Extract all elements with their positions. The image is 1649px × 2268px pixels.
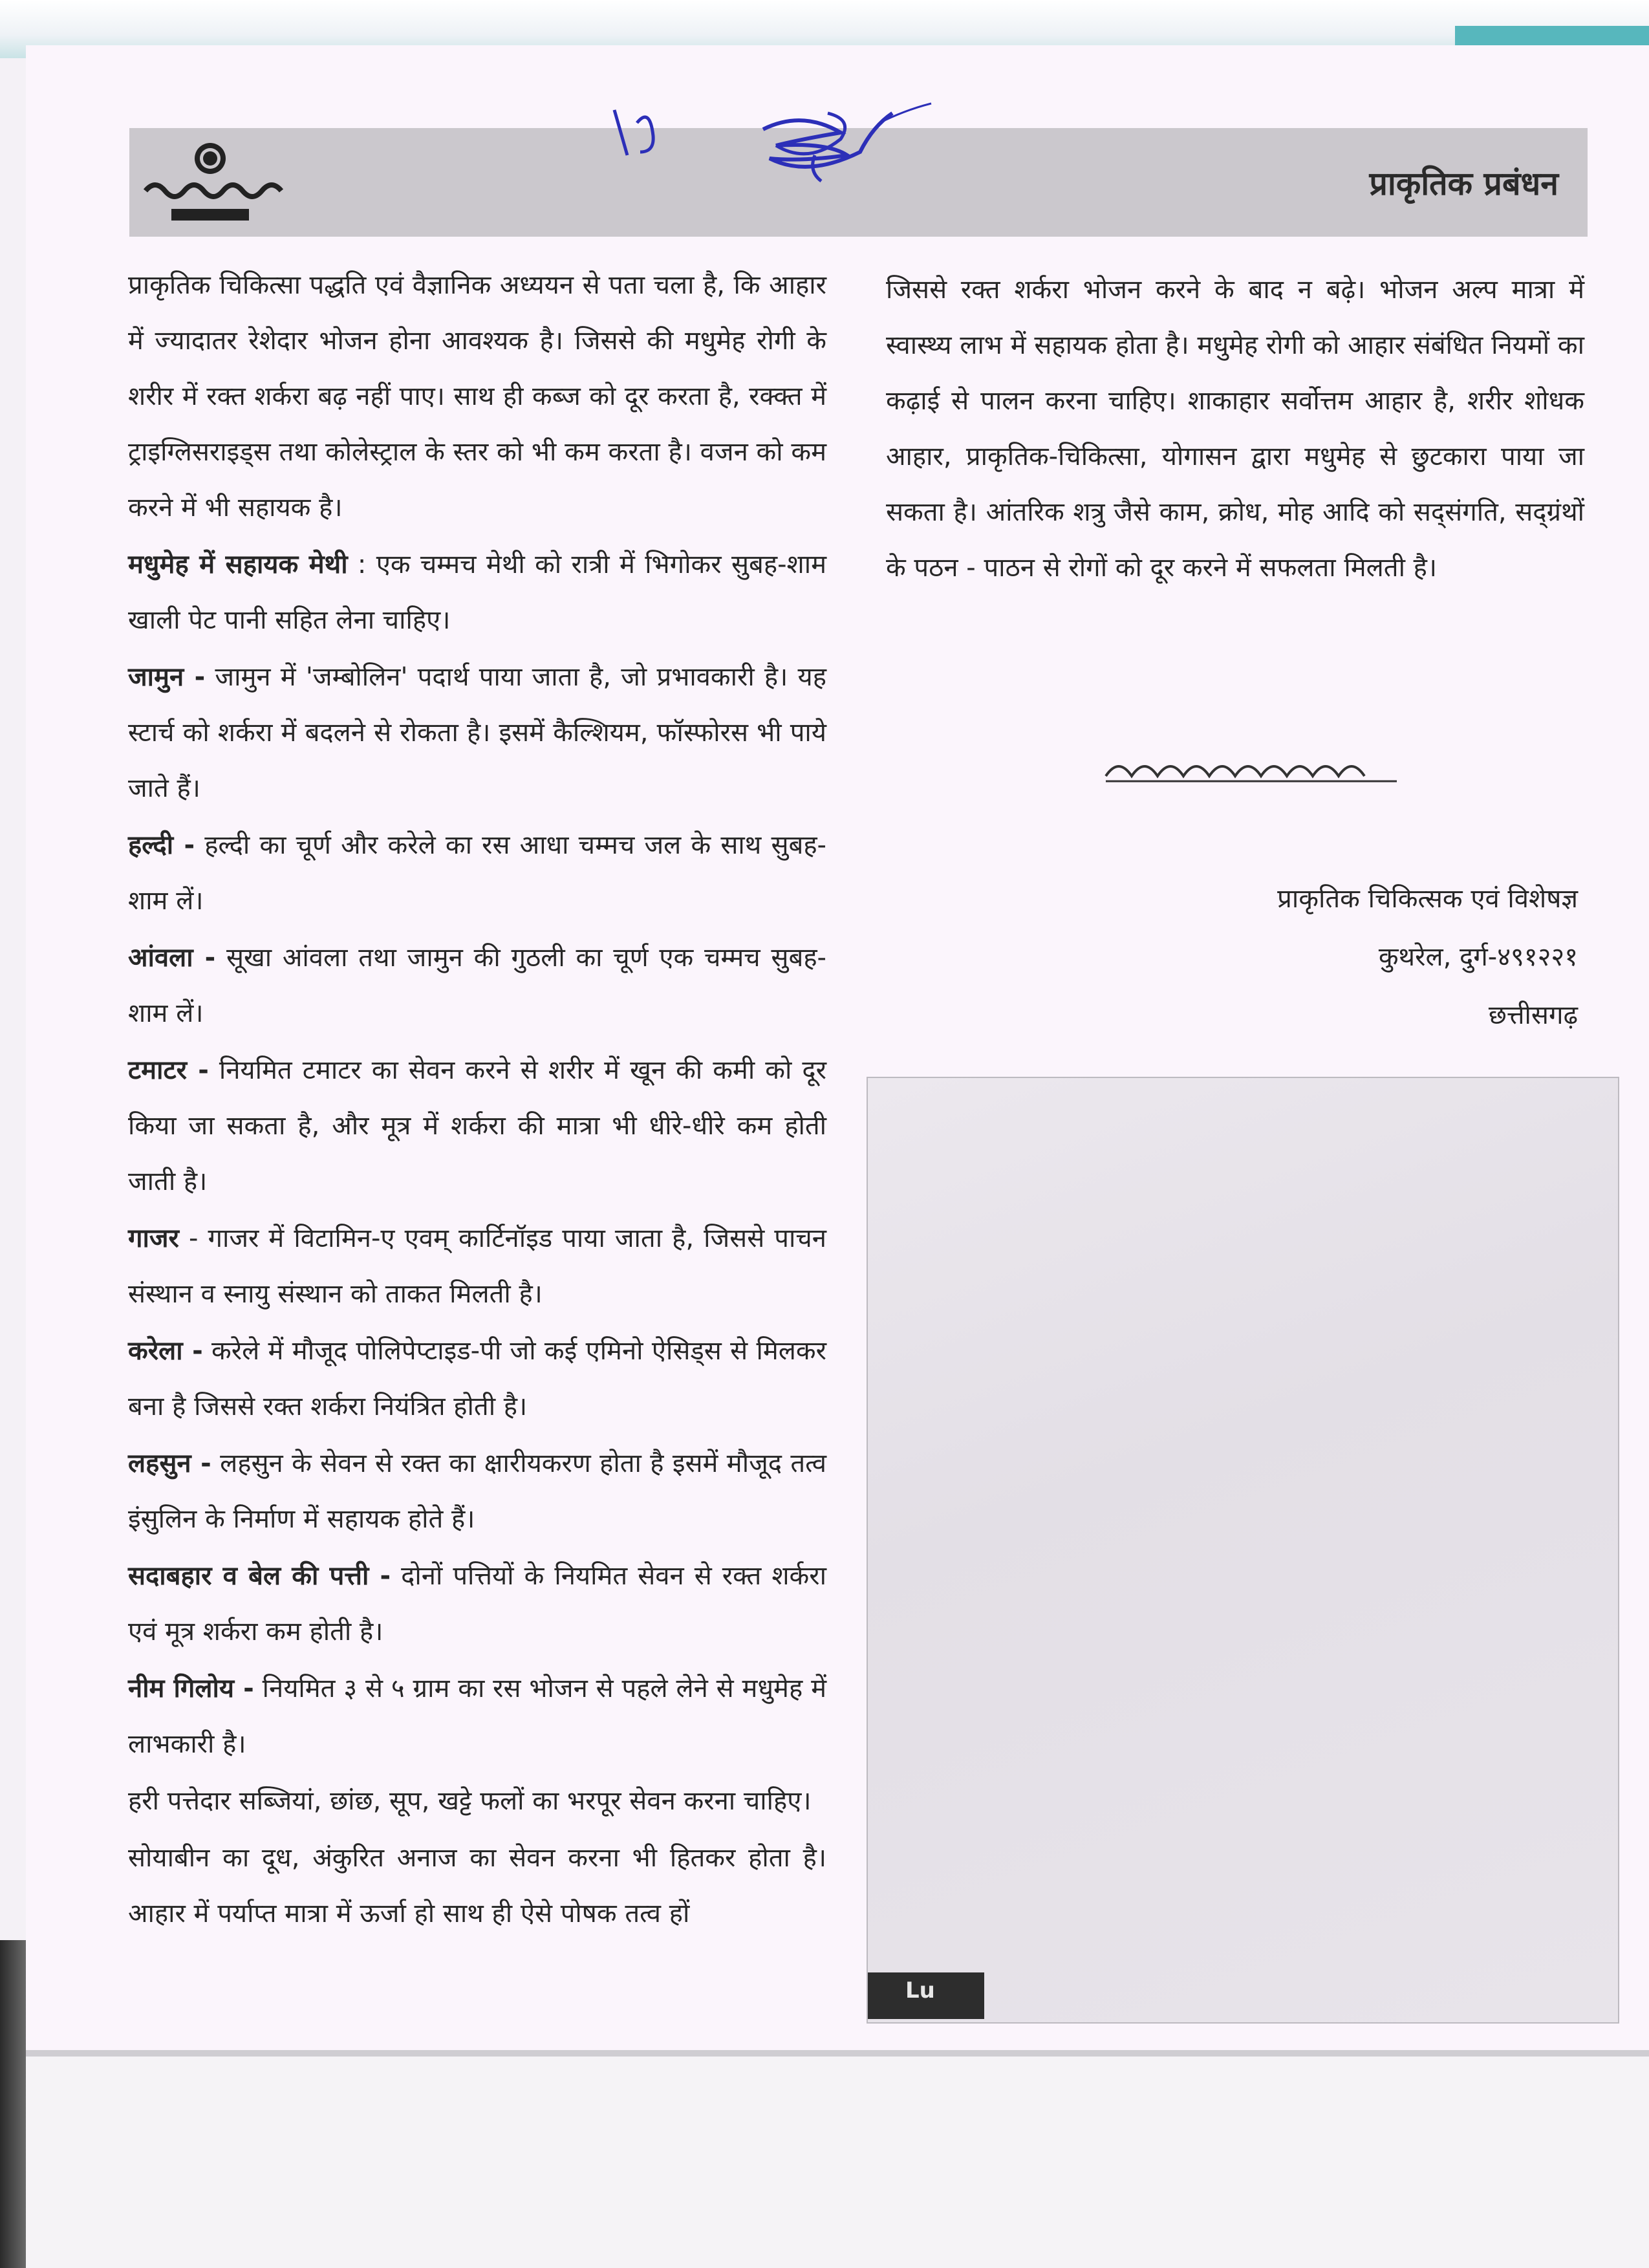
paragraph: मधुमेह में सहायक मेथी : एक चम्मच मेथी को रात्री में भिगोकर सुबह-शाम खाली पेट पानी सहित लेना चाहिए। — [128, 550, 826, 635]
paragraph: सोयाबीन का दूध, अंकुरित अनाज का सेवन करना भी हितकर होता है। आहार में पर्याप्त मात्रा में ऊर्जा हो साथ ही ऐसे पोषक तत्व हों — [128, 1843, 826, 1928]
paragraph: गाजर - गाजर में विटामिन-ए एवम् कार्टिनॉइड पाया जाता है, जिससे पाचन संस्थान व स्नायु संस्थान को ताकत मिलती है। — [128, 1224, 826, 1309]
author-address: कुथरेल, दुर्ग-४९१२२१ — [1378, 942, 1578, 972]
decorative-divider-icon — [1099, 750, 1403, 795]
pasted-photo — [867, 1077, 1619, 2024]
sun-wave-logo-icon — [133, 133, 288, 230]
paragraph: प्राकृतिक चिकित्सा पद्धति एवं वैज्ञानिक अध्ययन से पता चला है, कि आहार में ज्यादातर रेशेदार भोजन होना आवश्यक है। जिससे की मधुमेह रोगी के शरीर में रक्त शर्करा बढ़ नहीं पाए। साथ ही कब्ज को दूर करता है, रक्क्त में ट्राइग्लिसराइड्स तथा कोलेस्ट्राल के स्तर को भी कम करता है। वजन को कम करने में भी सहायक है। — [128, 270, 826, 523]
paragraph: जिससे रक्त शर्करा भोजन करने के बाद न बढ़े। भोजन अल्प मात्रा में स्वास्थ्य लाभ में सहायक होता है। मधुमेह रोगी को आहार संबंधित नियमों का कढ़ाई से पालन करना चाहिए। शाकाहार सर्वोत्तम आहार है, शरीर शोधक आहार, प्राकृतिक-चिकित्सा, योगासन द्वारा मधुमेह से छुटकारा पाया जा सकता है। आंतरिक शत्रु जैसे काम, क्रोध, मोह आदि को सद्संगति, सद्ग्रंथों के पठन - पाठन से रोगों को दूर करने में सफलता मिलती है। — [886, 275, 1584, 583]
paragraph: करेला - करेले में मौजूद पोलिपेप्टाइड-पी जो कई एमिनो ऐसिड्स से मिलकर बना है जिससे रक्त शर्करा नियंत्रित होती है। — [128, 1336, 826, 1421]
paragraph: आंवला - सूखा आंवला तथा जामुन की गुठली का चूर्ण एक चम्मच सुबह-शाम लें। — [128, 943, 826, 1028]
paragraph: हरी पत्तेदार सब्जियां, छांछ, सूप, खट्टे फलों का भरपूर सेवन करना चाहिए। — [128, 1786, 812, 1816]
left-column — [128, 257, 826, 1943]
handwritten-signature-scribble — [601, 84, 964, 213]
section-title: प्राकृतिक प्रबंधन — [1369, 165, 1558, 202]
paragraph: हल्दी - हल्दी का चूर्ण और करेले का रस आधा चम्मच जल के साथ सुबह-शाम लें। — [128, 830, 826, 916]
paragraph: लहसुन - लहसुन के सेवन से रक्त का क्षारीयकरण होता है इसमें मौजूद तत्व इंसुलिन के निर्माण में सहायक होते हैं। — [128, 1449, 826, 1534]
author-state: छत्तीसगढ़ — [1488, 1000, 1578, 1030]
paragraph: जामुन - जामुन में 'जम्बोलिन' पदार्थ पाया जाता है, जो प्रभावकारी है। यह स्टार्च को शर्करा में बदलने से रोकता है। इसमें कैल्शियम, फॉस्फोरस भी पाये जाते हैं। — [128, 662, 826, 803]
scan-shadow — [0, 1940, 26, 2268]
photo-corner-label: Lu — [905, 1978, 935, 2003]
author-title: प्राकृतिक चिकित्सक एवं विशेषज्ञ — [1277, 884, 1578, 914]
paragraph: टमाटर - नियमित टमाटर का सेवन करने से शरीर में खून की कमी को दूर किया जा सकता है, और मूत्र में शर्करा की मात्रा भी धीरे-धीरे कम होती जाती है। — [128, 1055, 826, 1196]
paragraph: सदाबहार व बेल की पत्ती - दोनों पत्तियों के नियमित सेवन से रक्त शर्करा एवं मूत्र शर्करा कम होती है। — [128, 1561, 826, 1647]
handwritten-number: 16 — [616, 181, 617, 182]
right-column — [886, 262, 1584, 597]
paragraph: नीम गिलोय - नियमित ३ से ५ ग्राम का रस भोजन से पहले लेने से मधुमेह में लाभकारी है। — [128, 1674, 826, 1759]
scanner-background — [0, 2057, 1649, 2268]
